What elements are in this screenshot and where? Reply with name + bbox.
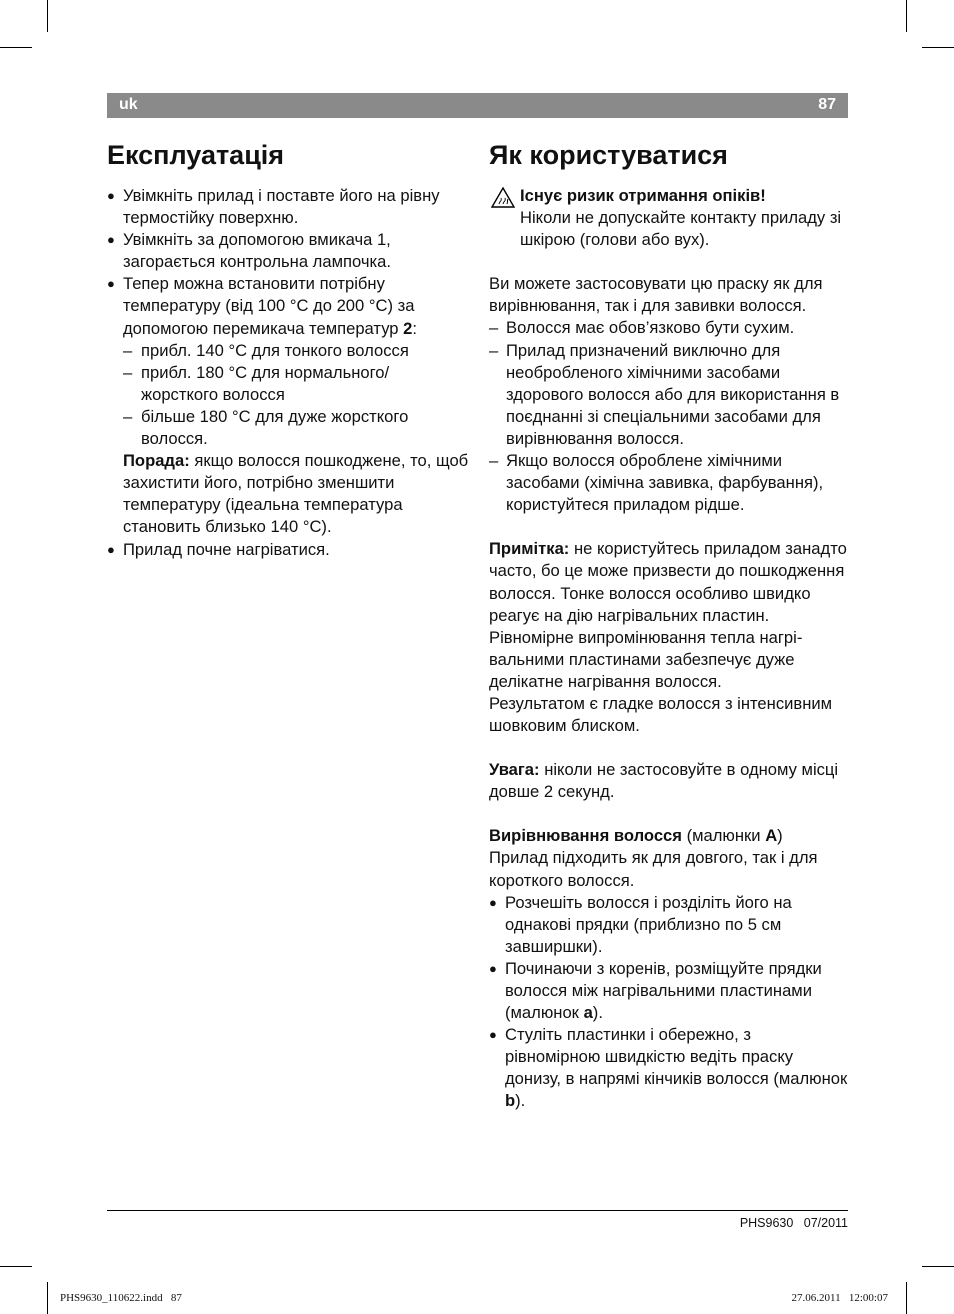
intro-paragraph: Ви можете застосовувати цю праску як для вирівнювання, так і для завивки волосся.: [489, 274, 823, 316]
paragraph: Результатом є гладке волосся з інтенсивним шовковим блиском.: [489, 693, 833, 736]
section-title-operation: Експлуатація: [107, 140, 285, 170]
crop-mark: [0, 1266, 32, 1267]
list-item: ● Починаючи з коренів, розміщуйте прядки волосся між нагрівальними пластинами (малюнок a).: [489, 958, 849, 1024]
dash-item: – прибл. 180 °C для нормального/ жорсткого волосся: [107, 362, 469, 406]
slug-file-info: PHS9630_110622.indd 87: [60, 1292, 182, 1304]
list-item: ● Стуліть пластинки і обережно, з рівномірною швидкістю ведіть праску донизу, в напрямі кінчиків волосся (малюнок b).: [489, 1024, 849, 1112]
dash-item: – прибл. 140 °C для тонкого волосся: [107, 340, 469, 362]
dash-item: – Волосся має обов’язково бути сухим.: [489, 317, 849, 339]
list-item: ● Увімкніть прилад і поставте його на рівну термостійку поверхню.: [107, 185, 469, 229]
dash-item: – Якщо волосся оброблене хімічними засобами (хімічна завивка, фарбування), користуйтеся приладом рідше.: [489, 450, 849, 516]
crop-mark: [47, 0, 48, 32]
warning-triangle-icon: [491, 187, 515, 208]
paragraph: Прилад підходить як для довгого, так і для короткого волосся.: [489, 848, 818, 890]
dash-item: – Прилад призначений виключно для необробленого хімічними засобами здорового волосся або для використання в поєднанні зі спеціальними засобами для вирівнювання волосся.: [489, 340, 849, 450]
list-item: ● Розчешіть волосся і розділіть його на однакові прядки (приблизно по 5 см завширшки).: [489, 892, 849, 958]
right-column: [489, 138, 849, 1113]
left-column: [107, 138, 469, 561]
warning-text: Ніколи не допускайте контакту приладу зі шкірою (голови або вух).: [520, 208, 842, 250]
crop-mark: [906, 0, 907, 32]
attention-paragraph: Увага: ніколи не застосовуйте в одному місці довше 2 секунд.: [489, 760, 839, 802]
list-item: ● Увімкніть за допомогою вмикача 1, загорається контрольна лампочка.: [107, 229, 469, 273]
dash-item: – більше 180 °C для дуже жорсткого волосся.: [107, 406, 469, 450]
language-code: uk: [119, 96, 138, 113]
paragraph: Рівномірне випромінювання тепла нагрівальними пластинами забезпечує дуже делікатне нагрівання волосся.: [489, 627, 803, 691]
footer-rule: [107, 1210, 848, 1211]
crop-mark: [922, 1266, 954, 1267]
list-item: ● Прилад почне нагріватися.: [107, 539, 469, 561]
crop-mark: [47, 1282, 48, 1314]
crop-mark: [0, 47, 32, 48]
list-item: ● Тепер можна встановити потрібну температуру (від 100 °C до 200 °C) за допомогою перемикача температур 2:: [107, 273, 469, 339]
crop-mark: [922, 47, 954, 48]
warning-block: [489, 185, 849, 251]
header-bar: [107, 93, 848, 118]
warning-title: Існує ризик отримання опіків!: [520, 186, 766, 205]
page-number: 87: [818, 96, 836, 113]
tip-paragraph: Порада: якщо волосся пошкоджене, то, щоб захистити його, потрібно зменшити температуру (ідеальна температура становить близько 140 °C).: [123, 451, 469, 537]
straightening-heading: Вирівнювання волосся (малюнки A): [489, 826, 783, 846]
section-title-how-to-use: Як користуватися: [489, 140, 728, 170]
footer-model-date: PHS9630 07/2011: [739, 1216, 848, 1230]
slug-timestamp: 27.06.2011 12:00:07: [791, 1292, 888, 1304]
note-paragraph: Примітка: не користуйтесь приладом занадто часто, бо це може призвести до пошкодження волосся. Тонке волосся особливо швидко реагує на дію нагрівальних пластин.: [489, 539, 847, 625]
crop-mark: [906, 1282, 907, 1314]
